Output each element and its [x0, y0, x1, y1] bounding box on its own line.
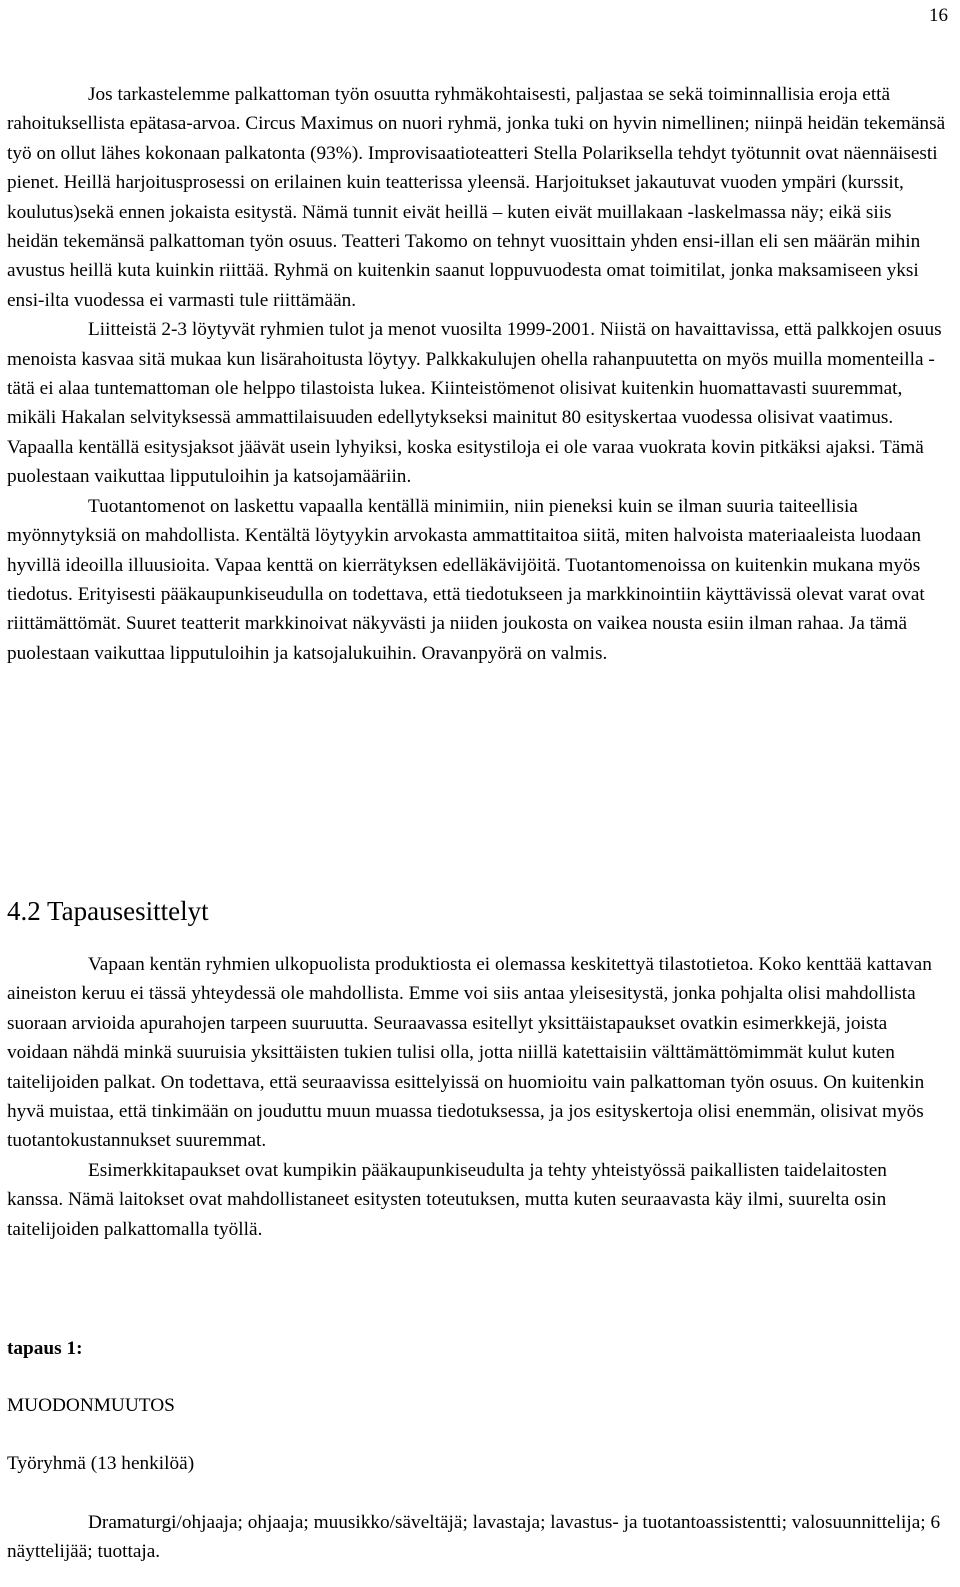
paragraph: Jos tarkastelemme palkattoman työn osuutta ryhmäkohtaisesti, paljastaa se sekä toiminnallisia eroja että rahoituksellista epätasa-arvoa. Circus Maximus on nuori ryhmä, jonka tuki on hyvin nimellinen; niinpä heidän tekemänsä työ on ollut lähes kokonaan palkatonta (93%). Improvisaatioteatteri Stella Polariksella tehdyt työtunnit ovat näennäisesti pienet. Heillä harjoitusprosessi on erilainen kuin teatterissa yleensä. Harjoitukset jakautuvat vuoden ympäri (kurssit, koulutus)sekä ennen jokaista esitystä. Nämä tunnit eivät heillä – kuten eivät muillakaan -laskelmassa näy; eikä siis heidän tekemänsä palkattoman työn osuus. Teatteri Takomo on tehnyt vuosittain yhden ensi-illan eli sen määrän mihin avustus heillä kuta kuinkin riittää. Ryhmä on kuitenkin saanut loppuvuodesta omat toimitilat, jonka maksamiseen yksi ensi-ilta vuodessa ei varmasti tule riittämään. — [7, 84, 946, 311]
roles-paragraph: Dramaturgi/ohjaaja; ohjaaja; muusikko/säveltäjä; lavastaja; lavastus- ja tuotantoassistentti; valosuunnittelija; 6 näyttelijää; tuottaja. — [7, 1512, 941, 1563]
page-number: 16 — [929, 5, 948, 26]
paragraph: Vapaan kentän ryhmien ulkopuolista produktiosta ei olemassa keskitettyä tilastotietoa. Koko kenttää kattavan aineiston keruu ei tässä yhteydessä ole mahdollista. Emme voi siis antaa yleisesitystä, jonka pohjalta olisi mahdollista suoraan arvioida apurahojen tarpeen suuruutta. Seuraavassa esitellyt yksittäistapaukset ovatkin esimerkkejä, joista voidaan nähdä minkä suuruisia yksittäisten tukien tulisi olla, jotta niillä katettaisiin välttämättömimmät kulut kuten taitelijoiden palkat. On todettava, että seuraavissa esittelyissä on huomioitu vain palkattoman työn osuus. On kuitenkin hyvä muistaa, että tinkimään on jouduttu muun muassa tiedotuksessa, ja jos esityskertoja olisi enemmän, olisivat myös tuotantokustannukset suuremmat. — [7, 954, 932, 1152]
paragraph: Liitteistä 2-3 löytyvät ryhmien tulot ja menot vuosilta 1999-2001. Niistä on havaittavissa, että palkkojen osuus menoista kasvaa sitä mukaa kun lisärahoitusta löytyy. Palkkakulujen ohella rahanpuutetta on myös muilla momenteilla -tätä ei alaa tuntemattoman ole helppo tilastoista lukea. Kiinteistömenot olisivat kuitenkin huomattavasti suuremmat, mikäli Hakalan selvityksessä ammattilaisuuden edellytykseksi mainitut 80 esityskertaa vuodessa olisivat vaatimus. Vapaalla kentällä esitysjaksot jäävät usein lyhyiksi, koska esitystiloja ei ole varaa vuokrata kovin pitkäksi ajaksi. Tämä puolestaan vaikuttaa lipputuloihin ja katsojamääriin. — [7, 319, 942, 488]
working-group-label: Työryhmä (13 henkilöä) — [7, 1453, 195, 1474]
case-label: tapaus 1: — [7, 1338, 83, 1359]
section-body — [7, 80, 946, 668]
paragraph: Esimerkkitapaukset ovat kumpikin pääkaupunkiseudulta ja tehty yhteistyössä paikallisten taidelaitosten kanssa. Nämä laitokset ovat mahdollistaneet esitysten toteutuksen, mutta kuten seuraavasta käy ilmi, suurelta osin taitelijoiden palkattomalla työllä. — [7, 1159, 887, 1240]
paragraph: Tuotantomenot on laskettu vapaalla kentällä minimiin, niin pieneksi kuin se ilman suuria taiteellisia myönnytyksiä on mahdollista. Kentältä löytyykin arvokasta ammattitaitoa siitä, miten halvoista materiaaleista luodaan hyvillä ideoilla illuusioita. Vapaa kenttä on kierrätyksen edelläkävijöitä. Tuotantomenoissa on kuitenkin mukana myös tiedotus. Erityisesti pääkaupunkiseudulla on todettava, että tiedotukseen ja markkinointiin käyttävissä olevat varat ovat riittämättömät. Suuret teatterit markkinoivat näkyvästi ja niiden joukosta on vaikea nousta esiin ilman rahaa. Ja tämä puolestaan vaikuttaa lipputuloihin ja katsojalukuihin. Oravanpyörä on valmis. — [7, 495, 925, 664]
section-body — [7, 950, 946, 1244]
section-heading: 4.2 Tapausesittelyt — [7, 896, 209, 926]
case-title: MUODONMUUTOS — [7, 1395, 175, 1416]
